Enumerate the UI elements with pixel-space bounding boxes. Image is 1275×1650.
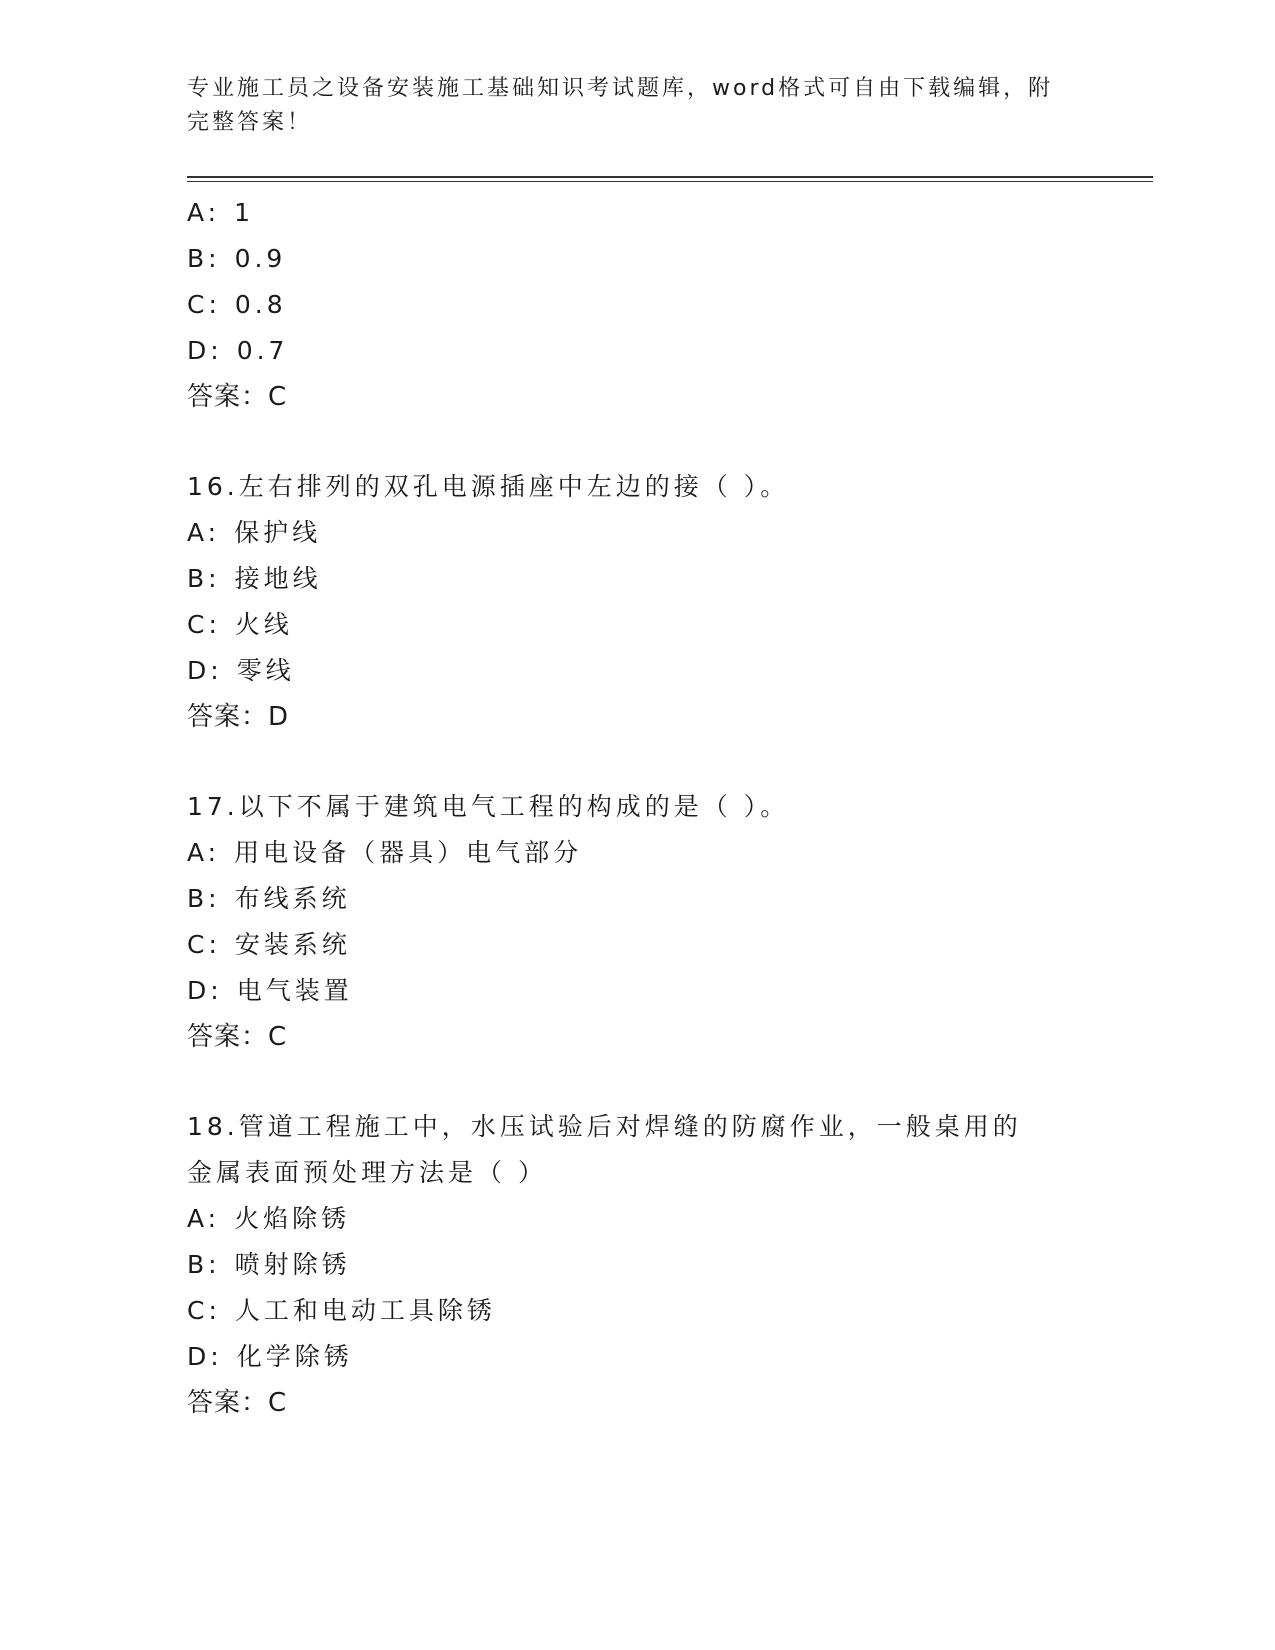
question-stem: 17.以下不属于建筑电气工程的构成的是（ ）。 [187, 792, 790, 821]
option-label: B: [187, 1250, 221, 1279]
option-text: 0.9 [234, 244, 287, 273]
option-d [187, 648, 1153, 694]
option-b [187, 556, 1153, 602]
document-header: 专业施工员之设备安装施工基础知识考试题库，word格式可自由下载编辑，附完整答案！ [187, 76, 1054, 135]
option-text: 电气装置 [236, 976, 353, 1005]
header-divider-thick [187, 176, 1153, 178]
option-b [187, 876, 1153, 922]
option-text: 布线系统 [234, 884, 351, 913]
option-d [187, 328, 1153, 374]
option-d [187, 968, 1153, 1014]
option-text: 火线 [234, 610, 293, 639]
option-text: 零线 [236, 656, 295, 685]
option-label: D: [187, 976, 223, 1005]
option-a [187, 510, 1153, 556]
option-label: A: [187, 1204, 221, 1233]
question-list [187, 190, 1153, 1426]
option-text: 1 [234, 198, 254, 227]
option-text: 安装系统 [234, 930, 351, 959]
option-label: A: [187, 518, 221, 547]
option-text: 接地线 [234, 564, 322, 593]
answer-line: 答案：D [187, 702, 290, 732]
option-label: D: [187, 336, 223, 365]
question-16 [187, 464, 1153, 740]
option-label: D: [187, 656, 223, 685]
option-c [187, 1288, 1153, 1334]
answer-line: 答案：C [187, 1388, 288, 1418]
question-stem: 16.左右排列的双孔电源插座中左边的接（ ）。 [187, 472, 790, 501]
question-stem: 18.管道工程施工中，水压试验后对焊缝的防腐作业，一般桌用的金属表面预处理方法是（ ） [187, 1112, 1022, 1187]
question-15-continued [187, 190, 1153, 420]
option-label: C: [187, 930, 221, 959]
option-label: B: [187, 884, 221, 913]
question-18 [187, 1104, 1153, 1426]
option-text: 保护线 [234, 518, 322, 547]
option-c [187, 602, 1153, 648]
option-label: A: [187, 838, 221, 867]
option-label: C: [187, 610, 221, 639]
option-label: C: [187, 290, 221, 319]
option-label: A: [187, 198, 221, 227]
option-text: 用电设备（器具）电气部分 [234, 838, 583, 867]
option-text: 喷射除锈 [234, 1250, 351, 1279]
option-text: 0.8 [234, 290, 287, 319]
option-label: B: [187, 564, 221, 593]
option-b [187, 236, 1153, 282]
option-c [187, 922, 1153, 968]
option-a [187, 190, 1153, 236]
answer-line: 答案：C [187, 382, 288, 412]
option-text: 化学除锈 [236, 1342, 353, 1371]
option-a [187, 830, 1153, 876]
option-a [187, 1196, 1153, 1242]
option-label: C: [187, 1296, 221, 1325]
option-text: 火焰除锈 [234, 1204, 351, 1233]
header-divider-thin [187, 181, 1153, 182]
option-text: 人工和电动工具除锈 [234, 1296, 496, 1325]
answer-line: 答案：C [187, 1022, 288, 1052]
option-label: B: [187, 244, 221, 273]
option-label: D: [187, 1342, 223, 1371]
option-text: 0.7 [236, 336, 289, 365]
option-b [187, 1242, 1153, 1288]
option-c [187, 282, 1153, 328]
option-d [187, 1334, 1153, 1380]
question-17 [187, 784, 1153, 1060]
